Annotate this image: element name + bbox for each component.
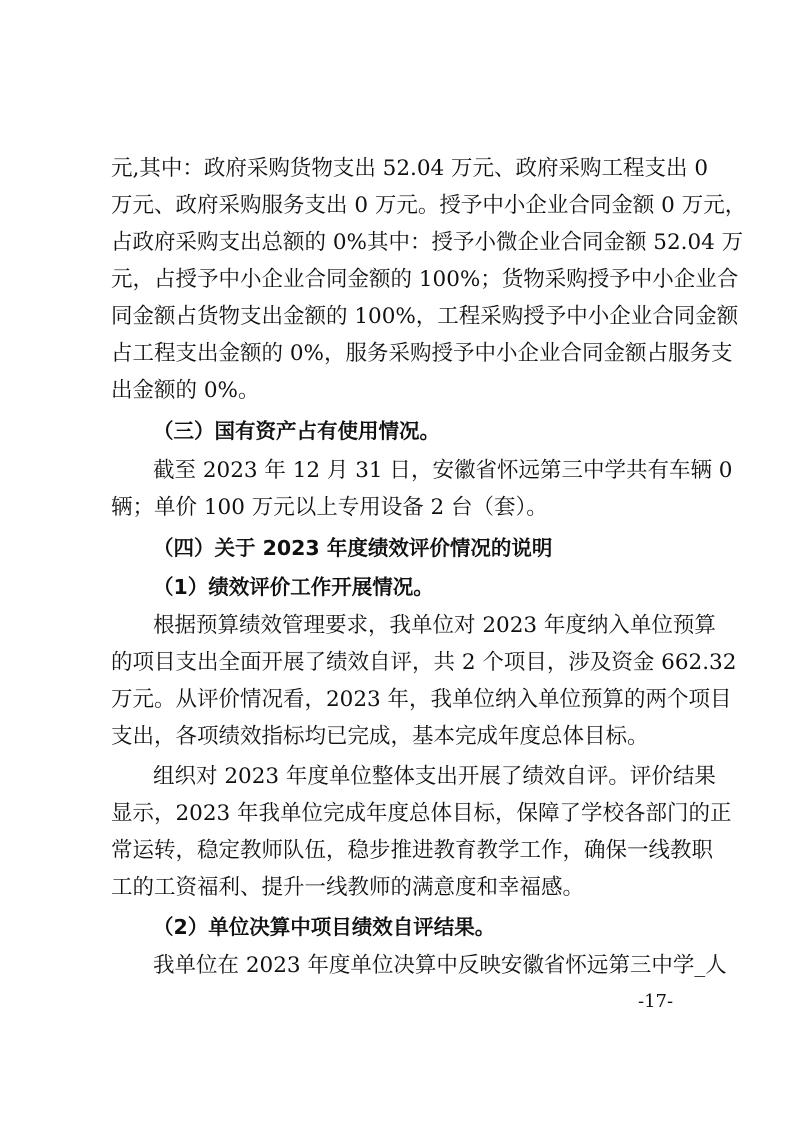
paragraph-line: 组织对 2023 年度单位整体支出开展了绩效自评。评价结果 xyxy=(153,764,716,789)
section-heading: （四）关于 2023 年度绩效评价情况的说明 xyxy=(153,536,553,560)
paragraph-line: 常运转，稳定教师队伍，稳步推进教育教学工作，确保一线教职 xyxy=(111,838,714,863)
paragraph-line: 截至 2023 年 12 月 31 日，安徽省怀远第三中学共有车辆 0 xyxy=(153,458,733,483)
paragraph-line: 工的工资福利、提升一线教师的满意度和幸福感。 xyxy=(111,875,585,900)
paragraph-line: 我单位在 2023 年度单位决算中反映安徽省怀远第三中学_人 xyxy=(153,953,727,978)
paragraph-line: 万元、政府采购服务支出 0 万元。授予中小企业合同金额 0 万元， xyxy=(111,193,747,218)
paragraph-line: 根据预算绩效管理要求，我单位对 2023 年度纳入单位预算 xyxy=(153,613,716,638)
paragraph-line: 同金额占货物支出金额的 100%，工程采购授予中小企业合同金额 xyxy=(111,304,739,329)
paragraph-line: 显示，2023 年我单位完成年度总体目标，保障了学校各部门的正 xyxy=(111,801,732,826)
paragraph-line: 元，占授予中小企业合同金额的 100%；货物采购授予中小企业合 xyxy=(111,267,739,292)
paragraph-line: 万元。从评价情况看，2023 年，我单位纳入单位预算的两个项目 xyxy=(111,687,732,712)
paragraph-line: 的项目支出全面开展了绩效自评，共 2 个项目，涉及资金 662.32 xyxy=(111,650,737,675)
subsection-heading: （2）单位决算中项目绩效自评结果。 xyxy=(153,915,496,939)
section-heading: （三）国有资产占有使用情况。 xyxy=(153,419,440,443)
page-number: -17- xyxy=(638,991,674,1012)
paragraph-line: 占工程支出金额的 0%，服务采购授予中小企业合同金额占服务支 xyxy=(111,341,733,366)
paragraph-line: 元,其中：政府采购货物支出 52.04 万元、政府采购工程支出 0 xyxy=(111,156,709,181)
paragraph-line: 支出，各项绩效指标均已完成，基本完成年度总体目标。 xyxy=(111,724,649,749)
subsection-heading: （1）绩效评价工作开展情况。 xyxy=(153,575,434,599)
paragraph-line: 占政府采购支出总额的 0%其中：授予小微企业合同金额 52.04 万 xyxy=(111,230,744,255)
paragraph-line: 辆；单价 100 万元以上专用设备 2 台（套）。 xyxy=(111,495,548,520)
paragraph-line: 出金额的 0%。 xyxy=(111,378,260,403)
